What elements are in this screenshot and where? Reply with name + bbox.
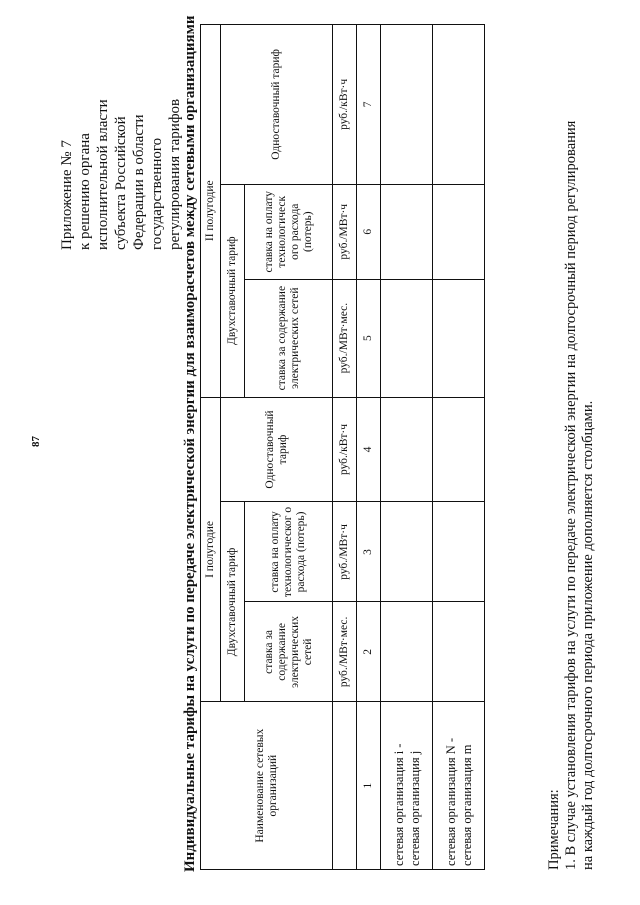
header-two-part-2: Двухставочный тариф bbox=[221, 184, 245, 397]
value-cell bbox=[433, 25, 485, 185]
appendix-line: субъекта Российской bbox=[113, 116, 129, 250]
notes-line: 1. В случае установления тарифов на услуги по передаче электрической энергии на долгосрочный период регулирования bbox=[563, 120, 579, 870]
appendix-line: Приложение № 7 bbox=[59, 140, 75, 250]
column-number: 2 bbox=[357, 602, 381, 702]
org-cell: сетевая организация N - сетевая организация m bbox=[433, 702, 485, 870]
tariff-table bbox=[200, 24, 485, 870]
appendix-line: регулирования тарифов bbox=[167, 98, 183, 250]
value-cell bbox=[433, 602, 485, 702]
appendix-line: Федерации в области bbox=[131, 114, 147, 250]
header-half-1: I полугодие bbox=[201, 397, 221, 702]
notes bbox=[546, 10, 597, 870]
value-cell bbox=[433, 502, 485, 602]
column-number: 7 bbox=[357, 25, 381, 185]
header-half-2: II полугодие bbox=[201, 25, 221, 398]
unit-cell: руб./кВт·ч bbox=[333, 397, 357, 502]
notes-heading: Примечания: bbox=[546, 789, 562, 870]
value-cell bbox=[433, 279, 485, 397]
value-cell bbox=[381, 602, 433, 702]
value-cell bbox=[381, 25, 433, 185]
table-row bbox=[433, 25, 485, 870]
value-cell bbox=[381, 184, 433, 279]
page-number: 87 bbox=[30, 436, 42, 447]
appendix-line: исполнительной власти bbox=[95, 99, 111, 250]
column-number: 5 bbox=[357, 279, 381, 397]
value-cell bbox=[433, 397, 485, 502]
unit-cell: руб./МВт·мес. bbox=[333, 279, 357, 397]
appendix-header bbox=[58, 10, 184, 250]
value-cell bbox=[381, 502, 433, 602]
document-title: Индивидуальные тарифы на услуги по передаче электрической энергии для взаиморасчетов между сетевыми организациями bbox=[182, 15, 198, 872]
unit-empty bbox=[333, 702, 357, 870]
appendix-line: к решению органа bbox=[77, 133, 93, 250]
header-two-part-1: Двухставочный тариф bbox=[221, 502, 245, 702]
header-rate-maintenance-2: ставка за содержание электрических сетей bbox=[245, 279, 333, 397]
value-cell bbox=[433, 184, 485, 279]
column-number: 4 bbox=[357, 397, 381, 502]
header-rate-losses-2: ставка на оплату технологическ ого расхода (потерь) bbox=[245, 184, 333, 279]
value-cell bbox=[381, 279, 433, 397]
column-number: 1 bbox=[357, 702, 381, 870]
notes-line: на каждый год долгосрочного периода приложение дополняется столбцами. bbox=[580, 400, 596, 870]
header-org-name: Наименование сетевых организаций bbox=[201, 702, 333, 870]
header-rate-losses-1: ставка на оплату технологическог о расхода (потерь) bbox=[245, 502, 333, 602]
appendix-line: государственного bbox=[149, 137, 165, 250]
table-row bbox=[381, 25, 433, 870]
header-one-part-2: Одноставочный тариф bbox=[221, 25, 333, 185]
org-cell: сетевая организация i - сетевая организация j bbox=[381, 702, 433, 870]
unit-cell: руб./МВт·ч bbox=[333, 184, 357, 279]
unit-cell: руб./кВт·ч bbox=[333, 25, 357, 185]
value-cell bbox=[381, 397, 433, 502]
header-one-part-1: Одноставочный тариф bbox=[221, 397, 333, 502]
column-number: 3 bbox=[357, 502, 381, 602]
unit-cell: руб./МВт·мес. bbox=[333, 602, 357, 702]
unit-cell: руб./МВт·ч bbox=[333, 502, 357, 602]
header-rate-maintenance-1: ставка за содержание электрических сетей bbox=[245, 602, 333, 702]
column-number: 6 bbox=[357, 184, 381, 279]
